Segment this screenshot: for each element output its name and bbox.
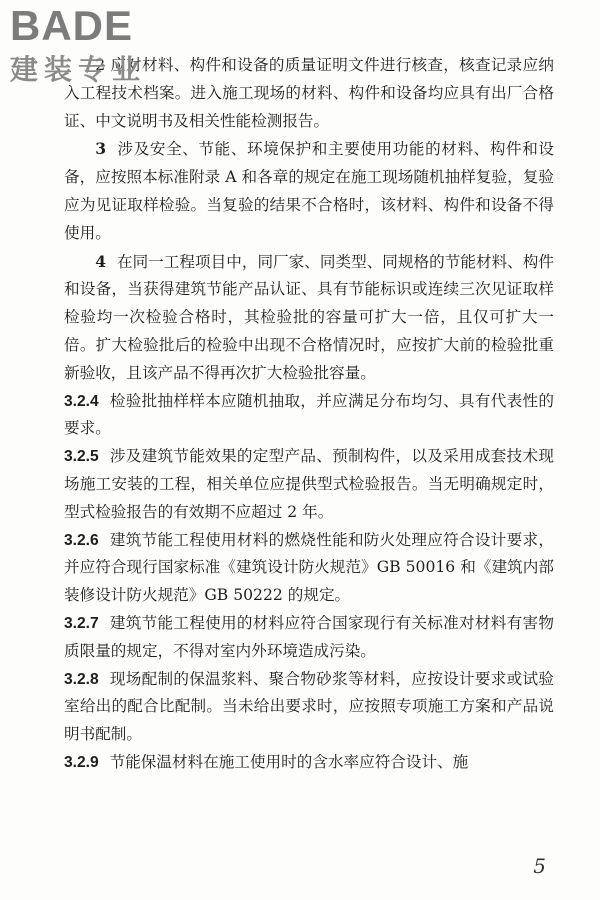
clause-number: 3.2.9 bbox=[64, 753, 99, 771]
logo-subtitle: 建装专业 bbox=[10, 53, 147, 86]
clause-number: 3.2.4 bbox=[64, 392, 99, 410]
clause-text: 现场配制的保温浆料、聚合物砂浆等材料，应按设计要求或试验室给出的配合比配制。当未给出要求时，应按照专项施工方案和产品说明书配制。 bbox=[64, 669, 554, 744]
item-text: 涉及安全、节能、环境保护和主要使用功能的材料、构件和设备，应按照本标准附录 A 和各章的规定在施工现场随机抽样复验，复验应为见证取样检验。当复验的结果不合格时，该材料、构件和设备不得使用。 bbox=[64, 140, 554, 242]
clause-text: 涉及建筑节能效果的定型产品、预制构件，以及采用成套技术现场施工安装的工程，相关单位应提供型式检验报告。当无明确规定时，型式检验报告的有效期不应超过 2 年。 bbox=[64, 447, 554, 521]
clause-text: 建筑节能工程使用材料的燃烧性能和防火处理应符合设计要求，并应符合现行国家标准《建筑设计防火规范》GB 50016 和《建筑内部装修设计防火规范》GB 50222 的规定。 bbox=[64, 530, 554, 605]
clause-3-2-6 bbox=[64, 527, 554, 610]
document-body bbox=[64, 52, 554, 777]
clause-number: 3.2.5 bbox=[64, 448, 99, 466]
clause-number: 3.2.7 bbox=[64, 614, 99, 632]
clause-text: 检验批抽样样本应随机抽取，并应满足分布均匀、具有代表性的要求。 bbox=[64, 391, 554, 438]
clause-text: 节能保温材料在施工使用时的含水率应符合设计、施 bbox=[109, 752, 469, 771]
page-number: 5 bbox=[533, 854, 546, 878]
bade-watermark-logo bbox=[10, 2, 176, 102]
clause-text: 建筑节能工程使用的材料应符合国家现行有关标准对材料有害物质限量的规定，不得对室内外环境造成污染。 bbox=[64, 613, 554, 660]
clause-3-2-7 bbox=[64, 610, 554, 666]
clause-3-2-4 bbox=[64, 388, 554, 444]
paragraph-item-3 bbox=[64, 135, 554, 247]
clause-3-2-9 bbox=[64, 749, 554, 777]
clause-number: 3.2.6 bbox=[64, 531, 99, 549]
paragraph-item-4 bbox=[64, 248, 554, 388]
logo-wordmark: BADE bbox=[10, 2, 134, 49]
clause-3-2-5 bbox=[64, 443, 554, 526]
item-number: 4 bbox=[95, 251, 107, 271]
item-text: 在同一工程项目中，同厂家、同类型、同规格的节能材料、构件和设备，当获得建筑节能产品认证、具有节能标识或连续三次见证取样检验均一次检验合格时，其检验批的容量可扩大一倍，且仅可扩大一倍。扩大检验批后的检验中出现不合格情况时，应按扩大前的检验批重新验收，且该产品不得再次扩大检验批容量。 bbox=[64, 252, 554, 382]
item-number: 3 bbox=[95, 139, 107, 159]
clause-3-2-8 bbox=[64, 666, 554, 749]
clause-number: 3.2.8 bbox=[64, 670, 99, 688]
paragraph-item-2: 2 应对材料、构件和设备的质量证明文件进行核查，核查记录应纳入工程技术档案。进入施工现场的材料、构件和设备均应具有出厂合格证、中文说明书及相关性能检测报告。 bbox=[64, 56, 554, 130]
